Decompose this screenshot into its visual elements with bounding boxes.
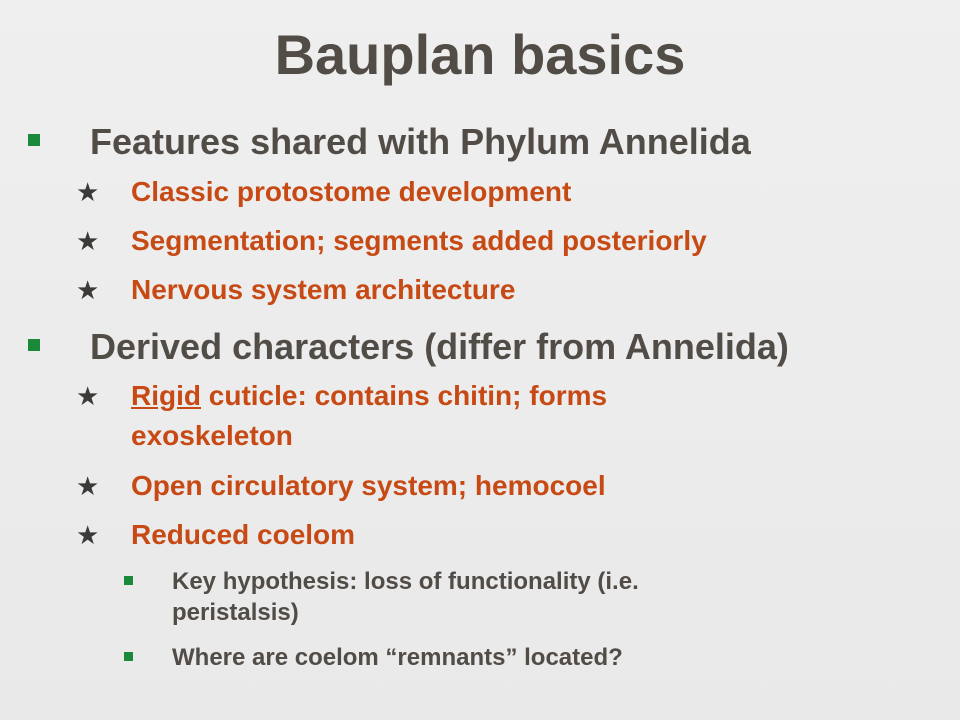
star-bullet-icon: ★ xyxy=(76,471,100,501)
subitem-line2: peristalsis) xyxy=(172,599,299,626)
item-text: Segmentation; segments added posteriorly xyxy=(131,225,707,256)
sub-list-item xyxy=(0,566,960,628)
item-text xyxy=(131,376,931,456)
green-square-bullet-icon xyxy=(124,652,133,661)
heading-text: Derived characters (differ from Annelida) xyxy=(90,326,789,367)
list-item xyxy=(0,172,960,212)
list-item xyxy=(0,270,960,310)
star-bullet-icon: ★ xyxy=(76,381,100,411)
item-text-line1: cuticle: contains chitin; forms xyxy=(201,380,608,411)
star-bullet-icon: ★ xyxy=(76,177,100,207)
star-bullet-icon: ★ xyxy=(76,275,100,305)
green-square-bullet-icon xyxy=(28,339,40,351)
list-item xyxy=(0,466,960,506)
underlined-word: Rigid xyxy=(131,380,201,411)
green-square-bullet-icon xyxy=(124,576,133,585)
list-item xyxy=(0,221,960,261)
item-text: Open circulatory system; hemocoel xyxy=(131,470,606,501)
section-heading-derived xyxy=(0,325,960,369)
item-text-line2: exoskeleton xyxy=(131,420,293,451)
subitem-line1: Key hypothesis: loss of functionality (i.e. xyxy=(172,568,639,595)
sub-list-item xyxy=(0,642,960,673)
heading-text: Features shared with Phylum Annelida xyxy=(90,121,751,162)
item-text: Nervous system architecture xyxy=(131,274,516,305)
item-text: Reduced coelom xyxy=(131,519,356,550)
subitem-text xyxy=(172,566,932,628)
list-item xyxy=(0,376,960,456)
star-bullet-icon: ★ xyxy=(76,226,100,256)
list-item xyxy=(0,515,960,555)
slide-title: Bauplan basics xyxy=(274,23,686,86)
section-heading-shared xyxy=(0,120,960,164)
item-text: Classic protostome development xyxy=(131,176,572,207)
star-bullet-icon: ★ xyxy=(76,520,100,550)
green-square-bullet-icon xyxy=(28,134,40,146)
subitem-text: Where are coelom “remnants” located? xyxy=(172,644,623,671)
